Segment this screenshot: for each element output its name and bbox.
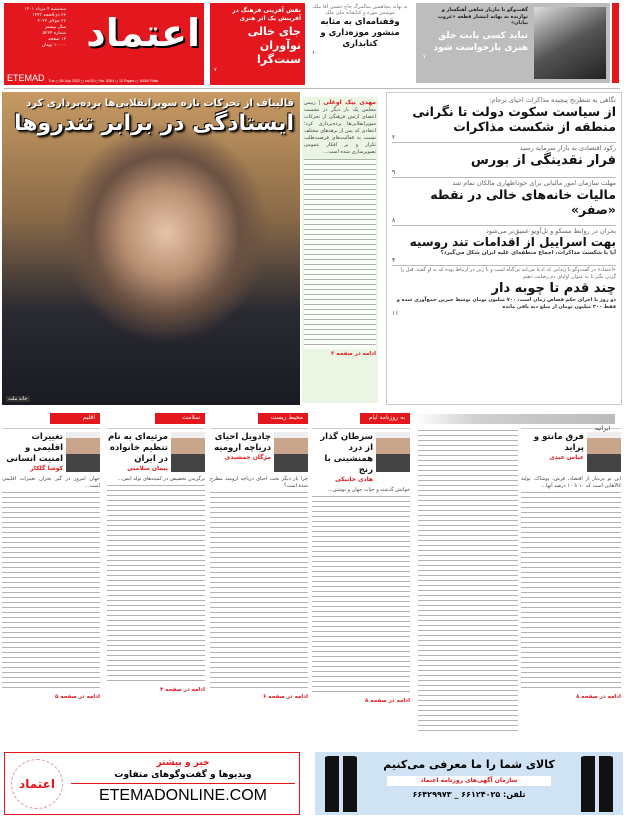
teaser-music[interactable] xyxy=(416,3,610,83)
issue-info: Tue ◻ 26 July 2022 ◻ vol.20 ◻ No. 5264 ◻ 12 Pages ◻ 10000 Rials xyxy=(48,78,159,83)
silhouette-people-icon xyxy=(577,756,617,812)
story[interactable] xyxy=(392,267,616,317)
teaser-culture[interactable] xyxy=(210,3,305,85)
teaser-headline: وقفنامه‌ای به مثابه منشور موزه‌داری و کتابداری xyxy=(320,17,400,50)
opinion-column[interactable] xyxy=(107,413,205,745)
date-line: ۲۶ جولای ۲۰۲۲ xyxy=(37,19,66,24)
column-author: کوشا گلکار xyxy=(30,465,63,472)
ad-headline: کالای شما را ما معرفی می‌کنیم xyxy=(383,758,555,771)
story[interactable] xyxy=(392,96,616,141)
page-number: ۱۱ xyxy=(392,310,399,317)
story-kicker: رکود اقتصادی به بازار سرمایه رسید xyxy=(519,144,616,152)
column-body: خوانش گذشته و حیات جهان و نوشتن... xyxy=(327,487,410,493)
body-text xyxy=(312,496,410,696)
column-author: هادی خانیکی xyxy=(335,476,373,483)
author-photo xyxy=(66,432,100,472)
body-text xyxy=(107,485,205,685)
logo-wordmark: اعتماد xyxy=(86,11,200,55)
photo-credit: خانه ملت xyxy=(8,396,28,402)
author-photo xyxy=(587,432,621,472)
date-line: ۱۲ صفحه xyxy=(48,37,66,42)
lead-kicker: قالیباف از تحرکات تازه سوپرانقلابی‌ها پرده‌برداری کرد xyxy=(26,98,294,109)
story-subhead: آیا با شکست مذاکرات، اجماع منطقه‌ای علیه ایران شکل می‌گیرد؟ xyxy=(440,250,616,256)
author-photo xyxy=(376,432,410,472)
section-tag: محیط زیست xyxy=(258,413,308,424)
date-line: سال بیستم xyxy=(45,25,66,30)
story[interactable] xyxy=(392,144,616,176)
accent-bar xyxy=(612,3,619,83)
story-headline: فرار نقدینگی از بورس xyxy=(470,153,616,168)
date-line: ۲۶ ذی‌الحجه ۱۴۴۳ xyxy=(32,13,66,18)
lead-article[interactable]: مهدی بیک اوغلی | رییس مجلس یک بار دیگر در نشست اعضای ارتش فرهنگی از تحرکات سوپرانقلابی‌ها پرده‌برداری کرد؛ انتقادی که پس از برهه‌های مختلف نسبت به فعالیت‌های فرصت‌طلب تکرار و بر افکار عمومی تصویرسازی شده است... ادامه در صفحه ۲ xyxy=(302,97,378,403)
section-label: ایرانیه xyxy=(594,425,610,432)
story-kicker: مهلت سازمان امور مالیاتی برای خوداظهاری مالکان تمام شد xyxy=(452,179,616,187)
author-photo xyxy=(171,432,205,472)
ad-line1: خبر و بیشتر xyxy=(156,758,210,768)
ad-etemadonline[interactable] xyxy=(4,752,300,815)
page-number: ۱۰ xyxy=(312,50,318,57)
body-text xyxy=(521,492,621,692)
continued-link[interactable]: ادامه در صفحه ۶ xyxy=(263,694,308,700)
ad-org: سازمان آگهی‌های روزنامه اعتماد xyxy=(387,776,551,786)
continued-link[interactable]: ادامه در صفحه ۲ xyxy=(331,351,376,357)
column-headline: فرق مانتو و پراید xyxy=(533,432,584,453)
column-headline: مرثیه‌ای به نام تنظیم خانواده در ایران xyxy=(108,432,168,464)
teaser-headline: جای خالی نوآوران سنت‌گرا xyxy=(247,25,301,66)
date-block xyxy=(8,7,66,49)
column-body: برگزیدن تخصیص در کمیته‌های تولد ایمن... xyxy=(117,476,205,482)
opinion-column[interactable] xyxy=(312,413,410,745)
opinion-column[interactable] xyxy=(210,413,308,745)
teaser-museum[interactable] xyxy=(310,3,410,85)
lead-photo[interactable] xyxy=(2,92,300,405)
section-banner-iranieh xyxy=(415,414,615,432)
story-kicker: «اعتماد» در گفت‌وگو با زندانی که ادعا می‌کند بی‌گناه است و با زنی در ارتباط بوده که به او گفته، قتل را گردن بگیر تا به عنوان اولیای دم رضایت دهیم xyxy=(400,267,616,280)
teaser-kicker: گفت‌وگو با مازیار شاهی آهنگساز و نوازنده به بهانه انتشار قطعه «غروب بیابان» xyxy=(437,7,528,26)
story-headline: از سیاست سکوت دولت تا نگرانی منطقه از شکست مذاکرات xyxy=(412,104,616,134)
story-headline: مالیات خانه‌های خالی در نقطه «صفر» xyxy=(430,187,616,217)
continued-link[interactable]: ادامه در صفحه ۸ xyxy=(365,698,410,704)
ad-url[interactable]: ETEMADONLINE.COM xyxy=(98,787,267,804)
right-stories xyxy=(386,92,622,405)
body-text-extra-column xyxy=(418,430,518,735)
column-body: این تو بی‌نیاز از اقتصاد، فرش، پوشاک، تولید کالاهایی است که ۱۰ تا ۱۰ درصد آنها... xyxy=(521,476,621,489)
ad-agency[interactable] xyxy=(315,752,623,815)
body-text xyxy=(304,159,376,349)
story-headline: بهت اسراییل از اقدامات تند روسیه xyxy=(409,235,616,249)
column-body: جهان امروز در گیر بحران تغییرات اقلیمی است... xyxy=(2,476,100,489)
divider xyxy=(4,88,620,89)
lead-body: رییس مجلس یک بار دیگر در نشست اعضای ارتش فرهنگی از تحرکات سوپرانقلابی‌ها پرده‌برداری کرد؛ انتقادی که پس از برهه‌های مختلف نسبت به فعالیت‌های فرصت‌طلب تکرار و بر افکار عمومی تصویرسازی شده است... xyxy=(304,100,376,155)
date-line: ۱۰۰۰۰ تومان xyxy=(41,43,66,48)
story-kicker: نگاهی به شطرنج پیچیده مذاکرات احیای برجام: xyxy=(489,96,616,104)
opinion-column[interactable] xyxy=(2,413,100,745)
teaser-kicker: نقش آفرینی فرهنگ در آفرینش یک اثر هنری xyxy=(232,7,301,22)
column-author: مژگان جمشیدی xyxy=(224,454,271,461)
page-number: ۹ xyxy=(392,169,396,176)
page-number: ۸ xyxy=(392,217,396,224)
section-tag: سلامت xyxy=(155,413,205,424)
section-tag: اقلیم xyxy=(50,413,100,424)
continued-link[interactable]: ادامه در صفحه ۵ xyxy=(55,694,100,700)
column-headline: چادویل احیای دریاچه ارومیه xyxy=(214,432,271,453)
teaser-kicker: به بهانه پنجاهمین سالمرگ حاج حسین آقا ملک موسس موزه و کتابخانه ملی ملک xyxy=(312,4,408,17)
column-body: چرا بار دیگر بحث احیای دریاچه ارومیه مطرح شده است؟ xyxy=(210,476,308,489)
story-headline: چند قدم تا چوبه دار xyxy=(491,281,616,296)
story[interactable] xyxy=(392,227,616,264)
lead-headline: ایستادگی در برابر تندروها xyxy=(14,111,294,136)
teaser-headline: نباید کسی بابت خلق هنری بازخواست شود xyxy=(433,30,528,53)
latin-name: ETEMAD xyxy=(7,73,45,83)
story-subhead: دو روز تا اجرای حکم قصاص زمان است، ۷۰۰ میلیون تومان توسط خیرین جمع‌آوری شده و فقط ۳۰۰ میلیون تومان از مبلغ دیه باقی مانده xyxy=(396,297,616,310)
continued-link[interactable]: ادامه در صفحه ۴ xyxy=(160,687,205,693)
opinion-column[interactable] xyxy=(521,413,621,745)
silhouette-people-icon xyxy=(321,756,361,812)
page-number: ۲ xyxy=(392,134,396,141)
date-line: شماره ۵۲۶۴ xyxy=(42,31,66,36)
musician-photo xyxy=(534,7,606,79)
column-author: عباس عبدی xyxy=(549,454,584,461)
story[interactable] xyxy=(392,179,616,224)
story-kicker: بحران در روابط مسکو و تل‌آویو عمیق‌تر می‌شود xyxy=(486,227,616,235)
page-number: ۷ xyxy=(423,53,426,60)
page-number: ۴ xyxy=(392,257,396,264)
author-photo xyxy=(274,432,308,472)
masthead-logo[interactable] xyxy=(4,3,204,85)
etemad-globe-logo: اعتماد xyxy=(11,759,63,809)
body-text xyxy=(2,492,100,692)
ad-phone: تلفن: ۶۶۱۲۴۰۲۵ _ ۶۶۴۲۹۹۷۳ xyxy=(412,790,526,799)
continued-link[interactable]: ادامه در صفحه ۸ xyxy=(576,694,621,700)
column-author: پیمان سلامتی xyxy=(127,465,168,472)
lead-author: مهدی بیک اوغلی xyxy=(323,99,376,106)
date-line: سه‌شنبه ۴ مرداد ۱۴۰۱ xyxy=(24,7,66,12)
page-number: ۷ xyxy=(214,67,217,73)
column-headline: تغییرات اقلیمی و امنیت انسانی xyxy=(6,432,63,464)
section-tag: به روزنامه ایام xyxy=(360,413,410,424)
column-headline: سرطان گذار از درد همنشینی با رنج xyxy=(320,432,373,475)
ad-line2: ویدیوها و گفت‌وگوهای متفاوت xyxy=(71,769,295,784)
body-text xyxy=(210,492,308,692)
